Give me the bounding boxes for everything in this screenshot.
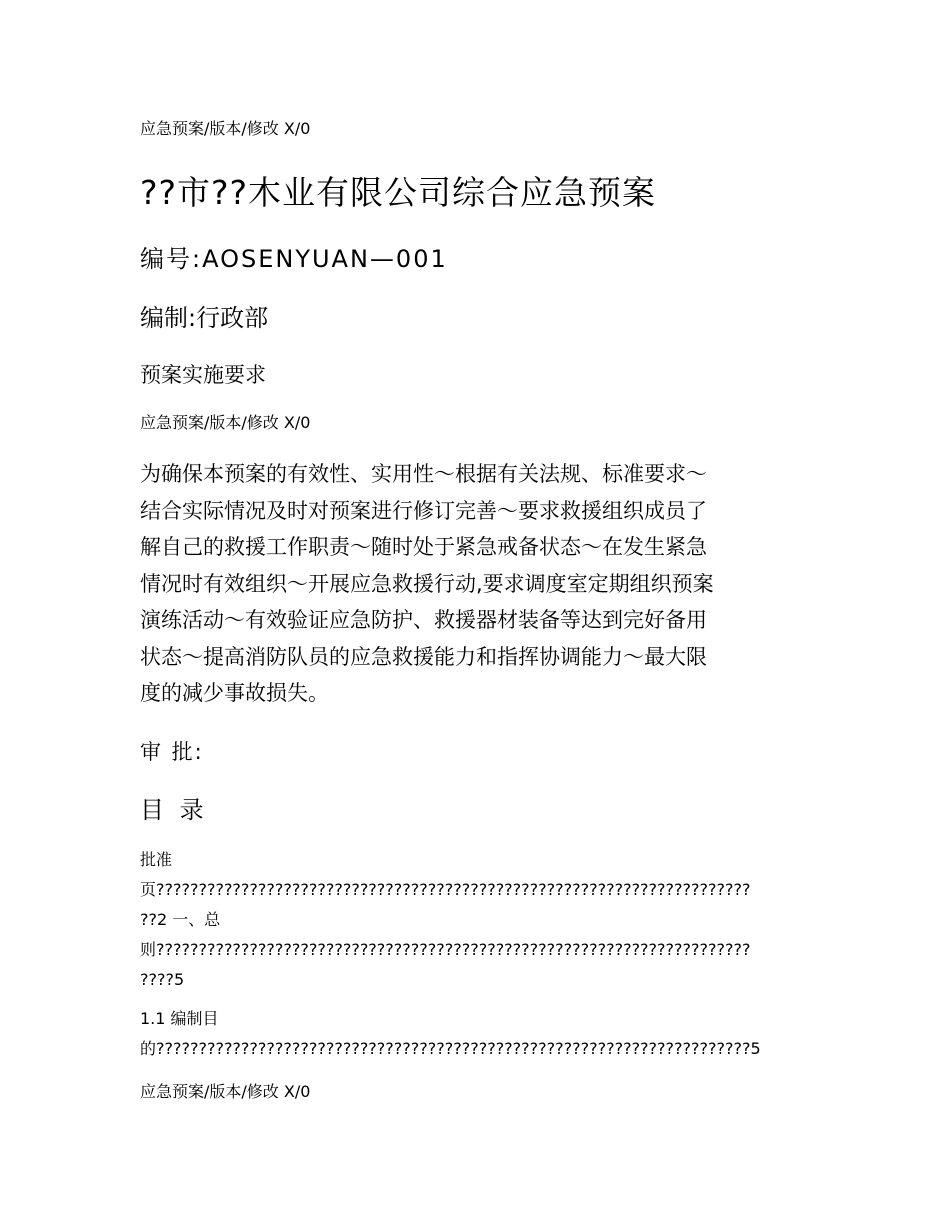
page-header-2: 应急预案/版本/修改 X/0: [140, 413, 311, 432]
paragraph-line: 度的减少事故损失。: [140, 681, 329, 705]
toc-block-2: [140, 1004, 820, 1064]
compiled-by: 编制:行政部: [140, 304, 269, 332]
toc-line: ????5: [140, 970, 185, 989]
toc-line: 1.1 编制目: [140, 1009, 219, 1028]
toc-line: 批准: [140, 850, 173, 869]
paragraph-line: 状态～提高消防队员的应急救援能力和指挥协调能力～最大限: [140, 644, 707, 669]
paragraph-line: 情况时有效组织～开展应急救援行动,要求调度室定期组织预案: [140, 571, 714, 596]
document-title: ??市??木业有限公司综合应急预案: [140, 173, 657, 212]
toc-line: 的??????????????????????????????????????????????????????????????????????5: [140, 1039, 761, 1058]
document-number: 编号:AOSENYUAN—001: [140, 245, 448, 273]
page-header-3: 应急预案/版本/修改 X/0: [140, 1082, 311, 1101]
paragraph-line: 结合实际情况及时对预案进行修订完善～要求救援组织成员了: [140, 498, 707, 523]
toc-line: 页??????????????????????????????????????????????????????????????????????: [140, 880, 751, 899]
toc-block-1: [140, 845, 820, 995]
paragraph-line: 解自己的救援工作职责～随时处于紧急戒备状态～在发生紧急: [140, 535, 707, 559]
approval-label: 审 批:: [140, 740, 204, 764]
requirements-paragraph: [140, 456, 820, 712]
toc-title: 目 录: [140, 796, 208, 824]
page-header-1: 应急预案/版本/修改 X/0: [140, 119, 311, 138]
toc-line: ??2 一、总: [140, 910, 221, 929]
paragraph-line: 演练活动～有效验证应急防护、救援器材装备等达到完好备用: [140, 608, 707, 632]
toc-line: 则??????????????????????????????????????????????????????????????????????: [140, 940, 751, 959]
paragraph-line: 为确保本预案的有效性、实用性～根据有关法规、标准要求～: [140, 462, 707, 486]
section-heading: 预案实施要求: [140, 363, 266, 387]
